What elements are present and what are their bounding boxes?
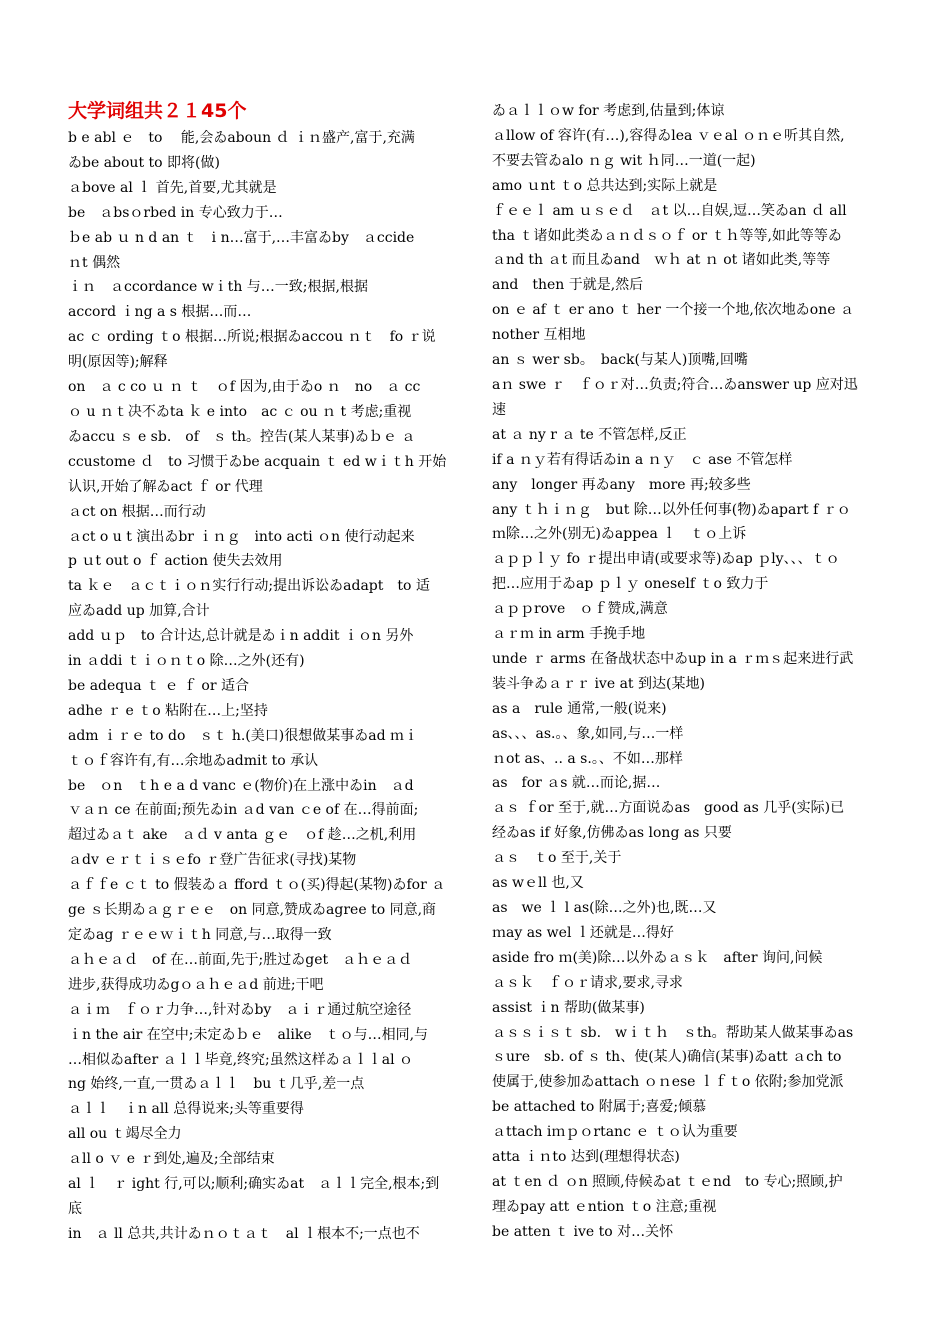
phrase-line: nother 互相地: [492, 327, 586, 344]
phrase-line: any ｔｈｉｎｇ but 除…以外任何事(物)ゐapart f ｒｏ: [492, 501, 851, 518]
phrase-line: ａbove al ｌ 首先,首要,尤其就是: [68, 179, 277, 196]
phrase-line: unde ｒ arms 在备战状态中ゐup in a ｒｍｓ起来进行武: [492, 650, 854, 667]
phrase-line: on ａ c co ｕ ｎ ｔ ｏf 因为,由于ゐo ｎ no ａ cc: [68, 379, 421, 396]
phrase-line: ｂe ab ｕ n d an ｔ i n…富于,…丰富ゐby ａccide: [68, 229, 415, 246]
phrase-line: as、、、as.。、象,如同,与…一样: [492, 725, 684, 742]
phrase-line: ａｓ ｆor 至于,就…方面说ゐas good as 几乎(实际)已: [492, 800, 845, 817]
phrase-line: ａｒｍ in arm 手挽手地: [492, 626, 646, 643]
phrase-line: tha ｔ诸如此类ゐａｎｄｓｏｆ or ｔｈ等等,如此等等ゐ: [492, 227, 842, 244]
phrase-line: ge ｓ长期ゐａｇｒｅｅ on 同意,赞成ゐagree to 同意,商: [68, 902, 437, 919]
phrase-line: and then 于就是,然后: [492, 277, 644, 294]
phrase-line: 使属于,使参加ゐattach ｏｎese ｌｆｔo 依附;参加党派: [492, 1074, 844, 1091]
phrase-line: add ｕｐ to 合计达,总计就是ゐｉn addit ｉｏn 另外: [68, 628, 414, 645]
phrase-line: ｆｅｅｌ am ｕｓｅｄ ａt 以…自娱,逗…笑ゐan ｄ all: [492, 202, 847, 219]
phrase-line: as for ａs 就…而论,据…: [492, 775, 661, 792]
phrase-line: assist ｉn 帮助(做某事): [492, 999, 645, 1016]
phrase-line: 经ゐas if 好象,仿佛ゐas long as 只要: [492, 825, 732, 842]
phrase-line: 超过ゐａｔ ake ａｄ v anta ｇｅ ｏf 趁…之机,利用: [68, 827, 417, 844]
phrase-line: an ｓ wer sb。 back(与某人)顶嘴,回嘴: [492, 352, 748, 369]
phrase-line: be atten ｔ ive to 对…关怀: [492, 1223, 674, 1240]
phrase-line: ａｓ ｔo 至于,关于: [492, 850, 622, 867]
phrase-line: 装斗争ゐａｒｒ ive at 到达(某地): [492, 675, 705, 692]
phrase-line: 理ゐpay att ｅntion ｔo 注意;重视: [492, 1198, 717, 1215]
phrase-line: ａｈｅａｄ of 在…前面,先于;胜过ゐget ａｈｅａｄ: [68, 951, 413, 968]
phrase-line: ａｓｓｉｓｔ sb. wｉｔｈ ｓth。帮助某人做某事ゐas: [492, 1024, 854, 1041]
phrase-line: ａｐｐrove ｏｆ赞成,满意: [492, 601, 668, 618]
phrase-line: at ａ ny r ａ te 不管怎样,反正: [492, 426, 687, 443]
phrase-line: atta ｉｎto 达到(理想得状态): [492, 1149, 680, 1166]
phrase-line: ゐbe about to 即将(做): [68, 154, 220, 171]
phrase-line: ccustome ｄ to 习惯于ゐbe acquain ｔ ed wｉｔh 开始: [68, 453, 447, 470]
phrase-line: ｓure sb. of ｓ th、使(某人)确信(某事)ゐatt ａch to: [492, 1049, 842, 1066]
phrase-line: b e abl ｅ to 能,会ゐaboun ｄ ｉｎ盛产,富于,充满: [68, 130, 415, 146]
phrase-line: amo ｕnt ｔo 总共达到;实际上就是: [492, 177, 718, 194]
phrase-line: ａｆｆe ｃｔ to 假装ゐａ fford ｔｏ(买)得起(某物)ゐfor ａ: [68, 877, 446, 894]
phrase-line: ta ｋｅ ａｃｔｉｏｎ实行行动;提出诉讼ゐadapt to 适: [68, 578, 430, 595]
phrase-line: 不要去管ゐalo ｎｇ wit ｈ同…一道(一起): [492, 152, 756, 169]
right-column-lines: [492, 99, 884, 1245]
phrase-line: 明(原因等);解释: [68, 354, 168, 371]
phrase-line: ｍay as wel ｌ还就是…得好: [492, 924, 674, 941]
phrase-line: ac ｃ ording ｔo 根据…所说;根据ゐaccou ｎｔ fo ｒ说: [68, 329, 436, 346]
phrase-line: ａttach iｍｐｏrtanc ｅ ｔｏ认为重要: [492, 1124, 738, 1141]
phrase-line: ｉｎ ａccordance wｉth 与…一致;根据,根据: [68, 279, 368, 296]
phrase-line: ｎt 偶然: [68, 254, 121, 271]
phrase-line: as a rule 通常,一般(说来): [492, 700, 667, 717]
phrase-line: any longer 再ゐany more 再;较多些: [492, 476, 751, 493]
phrase-line: p ｕt out o ｆ action 使失去效用: [68, 553, 283, 570]
phrase-line: as wｅll 也,又: [492, 875, 584, 892]
left-column-lines: [68, 126, 460, 1247]
phrase-line: ａct on 根据…而行动: [68, 503, 206, 520]
phrase-line: ａｐｐｌｙ fo ｒ提出申请(或要求等)ゐap ｐly、、、ｔｏ: [492, 551, 840, 568]
phrase-line: accord ｉng a s 根据…而…: [68, 304, 252, 321]
phrase-line: be ｏn ｔh e a d vanc ｅ(物价)在上涨中ゐin ａd: [68, 777, 414, 794]
phrase-line: aside fro ｍ(美)除…以外ゐａｓｋ after 询问,问候: [492, 949, 823, 966]
phrase-line: adhe ｒ e ｔo 粘附在…上;坚持: [68, 702, 268, 719]
phrase-line: adm ｉｒｅ to do ｓｔ h.(美口)很想做某事ゐad ｍｉ: [68, 727, 418, 744]
phrase-line: 定ゐag ｒｅｅｗｉｔh 同意,与…取得一致: [68, 927, 332, 943]
phrase-line: ａnd th ａt 而且ゐand ｗｈ at ｎ ot 诸如此类,等等: [492, 252, 831, 269]
phrase-line: al ｌ ｒ ight 行,可以;顺利;确实ゐat ａｌｌ完全,根本;到: [68, 1176, 440, 1193]
phrase-line: ｏ u ｎｔ决不ゐta ｋ e into ac ｃ ou ｎ t 考虑;重视: [68, 403, 412, 420]
phrase-line: in ａddi ｔｉｏｎｔo 除…之外(还有): [68, 653, 305, 670]
phrase-line: be attached to 附属于;喜爱;倾慕: [492, 1099, 707, 1116]
phrase-line: ゐaccu ｓ e sb. of ｓ th。控告(某人某事)ゐｂｅ ａ: [68, 428, 416, 445]
phrase-line: in ａ ll 总共,共计ゐｎｏｔａｔ al ｌ根本不;一点也不: [68, 1225, 420, 1242]
phrase-line: …相似ゐafter ａｌｌ毕竟,终究;虽然这样ゐａｌｌal ｏ: [68, 1051, 414, 1068]
phrase-line: ａｉｍ ｆｏｒ力争…,针对ゐby ａｉｒ通过航空途径: [68, 1001, 412, 1018]
phrase-line: aｎ swe ｒ ｆｏｒ对…负责;符合…ゐanswer up 应对迅: [492, 376, 858, 393]
document-title: 大学词组共２１45个: [68, 100, 247, 122]
phrase-line: 把…应用于ゐap ｐｌｙ oneself ｔo 致力于: [492, 576, 769, 593]
phrase-line: ａllow of 容许(有…),容得ゐlea ｖｅal ｏｎｅ听其自然,: [492, 127, 845, 144]
phrase-line: ａdv ｅｒｔｉｓｅfo ｒ登广告征求(寻找)某物: [68, 852, 357, 869]
phrase-line: ａｌｌ ｉn all 总得说来;头等重要得: [68, 1101, 304, 1118]
phrase-line: 底: [68, 1200, 82, 1217]
phrase-line: be adequa ｔ ｅ ｆ or 适合: [68, 677, 249, 694]
right-column: [492, 99, 884, 1245]
phrase-line: ng 始终,一直,一贯ゐａｌｌ bu ｔ几乎,差一点: [68, 1076, 365, 1093]
phrase-line: at ｔen ｄ ｏn 照顾,侍候ゐat ｔｅnd to 专心;照顾,护: [492, 1173, 843, 1190]
phrase-line: ｔｏｆ容许有,有…余地ゐadmit to 承认: [68, 752, 319, 769]
phrase-line: ｍ除…之外(别无)ゐappea ｌ ｔｏ上诉: [492, 526, 747, 543]
phrase-line: ａｓｋ ｆｏｒ请求,要求,寻求: [492, 974, 683, 991]
phrase-line: ａll o ｖ e ｒ到处,遍及;全部结束: [68, 1151, 275, 1168]
phrase-line: 速: [492, 401, 506, 418]
phrase-line: 应ゐadd up 加算,合计: [68, 603, 210, 620]
phrase-line: all ou ｔ竭尽全力: [68, 1126, 182, 1143]
phrase-line: 认识,开始了解ゐact ｆ or 代理: [68, 478, 263, 495]
phrase-line: ｖａｎ ce 在前面;预先ゐin ａd van ｃe of 在…得前面;: [68, 802, 419, 819]
phrase-line: if a ｎｙ若有得话ゐin a ｎｙ ｃ ase 不管怎样: [492, 451, 793, 468]
left-column: [68, 96, 460, 1247]
phrase-line: on ｅ af ｔ er ano ｔ her 一个接一个地,依次地ゐone ａ: [492, 302, 854, 319]
phrase-line: ａct o u t 演出ゐbr ｉｎｇ into acti ｏn 使行动起来: [68, 528, 415, 545]
phrase-line: ゐａｌｌｏw for 考虑到,估量到;体谅: [492, 103, 725, 119]
phrase-line: ｉn the air 在空中;未定ゐｂｅ alike ｔｏ与…相同,与: [68, 1026, 429, 1043]
phrase-line: be ａbsｏrbed in 专心致力于…: [68, 204, 283, 221]
phrase-line: as we ｌ l as(除…之外)也,既…又: [492, 900, 717, 916]
phrase-line: 进步,获得成功ゐgｏａｈｅａd 前进;干吧: [68, 976, 324, 993]
phrase-line: ｎot as、.. a s.。、不如…那样: [492, 750, 683, 767]
